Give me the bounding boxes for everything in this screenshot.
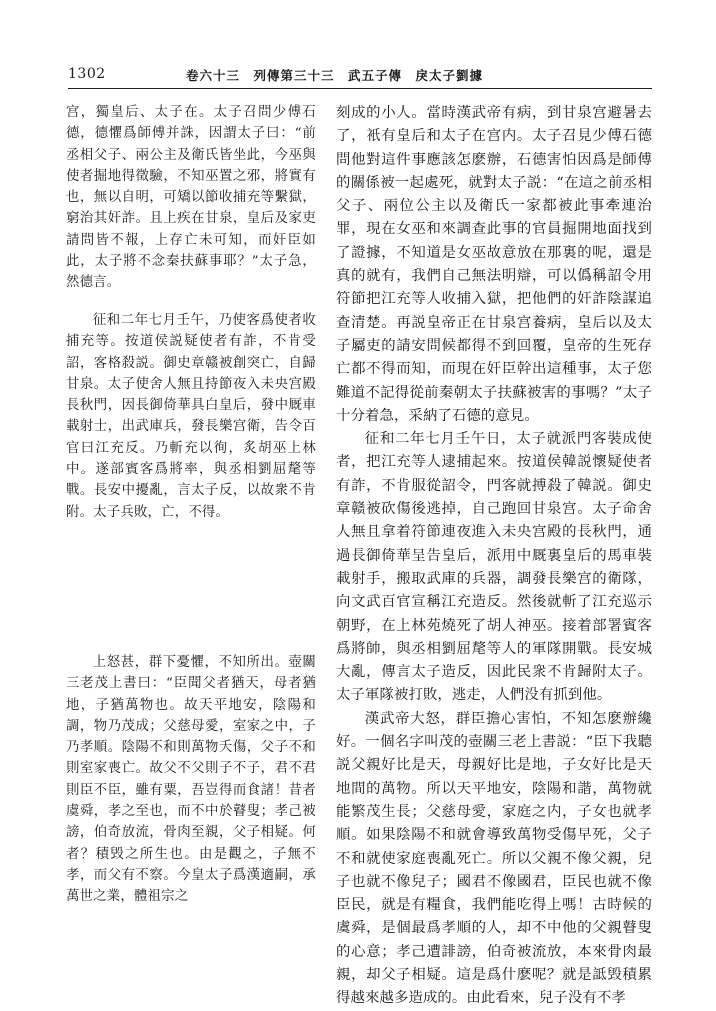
page-number: 1302 xyxy=(68,66,106,82)
translation-column xyxy=(336,102,652,1007)
classical-text-column xyxy=(66,102,316,985)
classical-paragraph-1: 宫，獨皇后、太子在。太子召問少傅石德，德懼爲師傅并誅，因謂太子曰：“前丞相父子、兩公主及衛氏皆坐此，今巫與使者掘地得徵驗，不知巫置之邪，將實有也，無以自明，可矯以節收捕充等繫獄，窮治其奸詐。且上疾在甘泉，皇后及家吏請問皆不報，上存亡未可知，而奸臣如此，太子將不念秦扶蘇事耶？”太子急，然德言。 xyxy=(66,105,316,291)
classical-paragraph-3: 上怒甚，群下憂懼，不知所出。壺關三老茂上書曰：“臣聞父者猶天，母者猶地，子猶萬物也。故天平地安，陰陽和調，物乃茂成；父慈母愛，室家之中，子乃孝順。陰陽不和則萬物夭傷，父子不和則室家喪亡。故父不父則子不子，君不君則臣不臣，雖有粟，吾豈得而食諸！昔者虞舜，孝之至也，而不中於瞽叟；孝己被謗，伯奇放流，骨肉至親，父子相疑。何者？積毁之所生也。由是觀之，子無不孝，而父有不察。今皇太子爲漢適嗣，承萬世之業，體祖宗之 xyxy=(66,655,316,905)
translation-paragraph-2: 征和二年七月壬午日，太子就派門客裝成使者，把江充等人逮捕起來。按道侯韓説懷疑使者有詐，不肯服從詔令，門客就搏殺了韓説。御史章赣被砍傷後逃掉，自己跑回甘泉宫。太子命舍人無且拿着符節連夜進入未央宫殿的長秋門，通過長御倚華呈告皇后，派用中厩裏皇后的馬車裝載射手，搬取武庫的兵器，調發長樂宫的衛隊，向文武百官宣稱江充造反。然後就斬了江充巡示朝野，在上林苑燒死了胡人神巫。接着部署賓客爲將帥，與丞相劉屈氂等人的軍隊開戰。長安城大亂，傳言太子造反，因此民衆不肯歸附太子。太子軍隊被打敗，逃走，人們没有抓到他。 xyxy=(336,431,652,704)
running-title: 卷六十三 列傳第三十三 武五子傳 戾太子劉據 xyxy=(186,68,484,83)
page-header xyxy=(68,66,652,86)
translation-paragraph-3: 漢武帝大怒，群臣擔心害怕，不知怎麽辦纔好。一個名字叫茂的壺關三老上書説：“臣下我聽説父親好比是天，母親好比是地，子女好比是天地間的萬物。所以天平地安，陰陽和諧，萬物就能繁茂生長；父慈母愛，家庭之内，子女也就孝順。如果陰陽不和就會導致萬物受傷早死，父子不和就使家庭喪亂死亡。所以父親不像父親，兒子也就不像兒子；國君不像國君，臣民也就不像臣民，就是有糧食，我們能吃得上嗎！古時候的虞舜，是個最爲孝順的人，却不中他的父親瞽叟的心意；孝己遭誹謗，伯奇被流放，本來骨肉最親，却父子相疑。這是爲什麽呢？就是詆毁積累得越來越多造成的。由此看來，兒子没有不孝 xyxy=(336,710,652,1007)
translation-paragraph-1: 刻成的小人。當時漢武帝有病，到甘泉宫避暑去了，衹有皇后和太子在宫内。太子召見少傅石德問他對這件事應該怎麽辦，石德害怕因爲是師傅的關係被一起處死，就對太子説：“在這之前丞相父子、兩位公主以及衛氏一家都被此事牽連治罪，現在女巫和來調查此事的官員掘開地面找到了證據，不知道是女巫故意放在那裏的呢，還是真的就有，我們自己無法明辯，可以僞稱詔令用符節把江充等人收捕入獄，把他們的奸詐陰謀追查清楚。再説皇帝正在甘泉宫養病，皇后以及太子屬吏的請安問候都得不到回覆，皇帝的生死存亡都不得而知，而現在奸臣幹出這種事，太子您難道不記得從前秦朝太子扶蘇被害的事嗎？”太子十分着急，采納了石德的意見。 xyxy=(336,105,652,424)
classical-paragraph-2: 征和二年七月壬午，乃使客爲使者收捕充等。按道侯説疑使者有詐，不肯受詔，客格殺説。御史章赣被創突亡，自歸甘泉。太子使舍人無且持節夜入未央宫殿長秋門，因長御倚華具白皇后，發中厩車載射士，出武庫兵，發長樂宫衛，告令百官曰江充反。乃斬充以徇，炙胡巫上林中。遂部賓客爲將率，與丞相劉屈氂等戰。長安中擾亂，言太子反，以故衆不肯附。太子兵敗，亡，不得。 xyxy=(66,313,316,520)
header-rule xyxy=(68,88,652,89)
